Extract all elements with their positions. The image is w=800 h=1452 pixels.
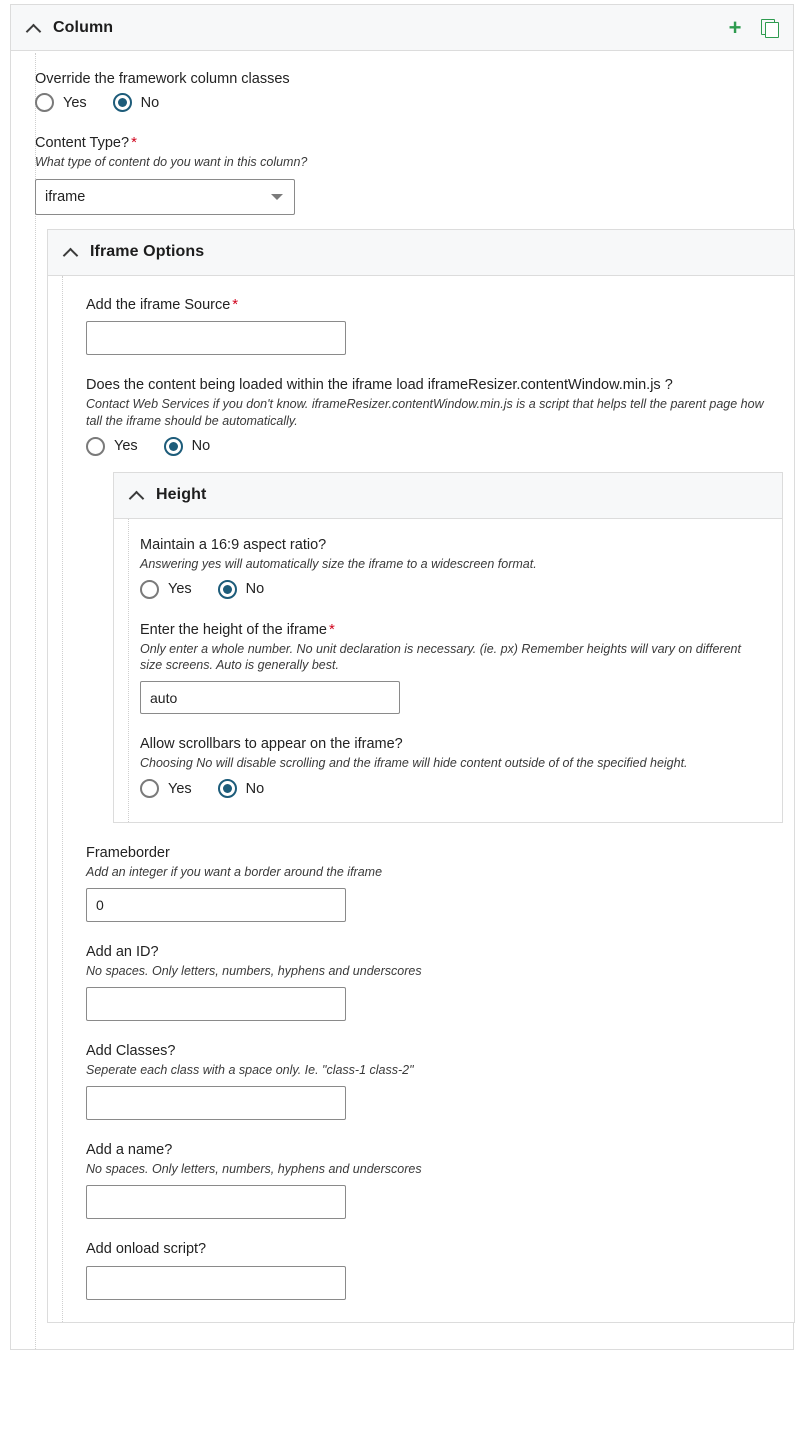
content-type-label xyxy=(35,134,769,151)
height-panel-body xyxy=(114,519,782,823)
id-label: Add an ID? xyxy=(86,944,159,960)
iframe-resizer-description: Contact Web Services if you don't know. iframeResizer.contentWindow.min.js is a script that helps tell the parent page how tall the iframe should be automatically. xyxy=(86,396,764,428)
id-field xyxy=(86,944,770,1021)
scrollbars-description: Choosing No will disable scrolling and the iframe will hide content outside of of the specified height. xyxy=(140,756,688,771)
override-framework-field xyxy=(35,71,769,112)
iframe-height-input[interactable] xyxy=(140,681,400,714)
aspect-ratio-option-yes[interactable] xyxy=(140,580,192,599)
aspect-ratio-field xyxy=(140,537,758,599)
column-panel-title: Column xyxy=(53,18,114,36)
column-panel-header[interactable] xyxy=(11,5,793,51)
name-label: Add a name? xyxy=(86,1141,173,1158)
height-guide-line xyxy=(128,519,129,823)
iframe-resizer-radio-group[interactable] xyxy=(86,437,770,456)
column-panel-actions xyxy=(725,14,779,40)
iframe-options-title: Iframe Options xyxy=(90,243,205,261)
override-framework-radio-group[interactable] xyxy=(35,93,769,112)
frameborder-description: Add an integer if you want a border around the iframe xyxy=(86,865,383,880)
radio-icon-selected[interactable] xyxy=(164,437,183,456)
chevron-up-icon[interactable] xyxy=(62,243,80,261)
iframe-source-label-text: Add the iframe Source xyxy=(86,296,231,313)
iframe-source-input[interactable] xyxy=(86,321,346,355)
name-input[interactable] xyxy=(86,1185,346,1219)
onload-label: Add onload script? xyxy=(86,1240,207,1257)
iframe-height-description: Only enter a whole number. No unit declaration is necessary. (ie. px) Remember heights will vary on different size screens. Auto is generally best. xyxy=(140,641,741,673)
required-marker: * xyxy=(131,134,137,151)
aspect-ratio-radio-group[interactable] xyxy=(140,580,758,599)
radio-icon[interactable] xyxy=(86,437,105,456)
chevron-up-icon[interactable] xyxy=(25,19,43,37)
radio-label: Yes xyxy=(168,780,192,797)
scrollbars-label: Allow scrollbars to appear on the iframe? xyxy=(140,736,403,753)
content-type-select[interactable] xyxy=(35,179,295,215)
iframe-resizer-field xyxy=(86,377,770,456)
content-type-field xyxy=(35,134,769,215)
radio-icon[interactable] xyxy=(140,580,159,599)
iframe-resizer-option-no[interactable] xyxy=(164,437,211,456)
radio-label: Yes xyxy=(168,581,192,597)
content-type-label-text: Content Type? xyxy=(35,135,130,151)
spacer xyxy=(86,823,770,845)
scrollbars-option-yes[interactable] xyxy=(140,779,192,798)
column-panel-body xyxy=(11,51,793,1349)
aspect-ratio-label: Maintain a 16:9 aspect ratio? xyxy=(140,536,327,553)
radio-icon-selected[interactable] xyxy=(113,93,132,112)
frameborder-input[interactable] xyxy=(86,888,346,922)
id-description: No spaces. Only letters, numbers, hyphens and underscores xyxy=(86,964,422,978)
iframe-resizer-label: Does the content being loaded within the iframe load iframeResizer.contentWindow.min.js ? xyxy=(86,376,673,393)
radio-label: No xyxy=(191,438,211,455)
iframe-resizer-option-yes[interactable] xyxy=(86,437,138,456)
classes-description: Seperate each class with a space only. Ie. "class-1 class-2" xyxy=(86,1062,414,1077)
aspect-ratio-option-no[interactable] xyxy=(218,580,265,599)
content-type-description: What type of content do you want in this column? xyxy=(35,155,308,169)
iframe-height-field xyxy=(140,621,758,715)
name-description: No spaces. Only letters, numbers, hyphens and underscores xyxy=(86,1161,422,1176)
onload-input[interactable] xyxy=(86,1266,346,1300)
copy-icon[interactable] xyxy=(761,19,779,37)
height-panel xyxy=(113,472,783,824)
override-framework-option-no[interactable] xyxy=(113,93,160,112)
scrollbars-field xyxy=(140,736,758,798)
plus-icon[interactable]: + xyxy=(728,14,742,40)
radio-label: No xyxy=(140,94,160,111)
radio-label: No xyxy=(245,780,265,797)
iframe-source-field xyxy=(86,296,770,355)
frameborder-label: Frameborder xyxy=(86,845,170,862)
required-marker: * xyxy=(232,295,239,313)
iframe-options-body xyxy=(48,276,794,1322)
classes-field xyxy=(86,1043,770,1120)
override-framework-label: Override the framework column classes xyxy=(35,71,290,87)
iframe-height-label-text: Enter the height of the iframe xyxy=(140,621,327,638)
chevron-up-icon[interactable] xyxy=(128,486,146,504)
radio-icon-selected[interactable] xyxy=(218,779,237,798)
radio-label: Yes xyxy=(114,438,138,455)
iframe-options-header[interactable] xyxy=(48,230,794,276)
radio-label: Yes xyxy=(63,94,87,111)
column-guide-line xyxy=(35,53,36,1349)
iframe-height-label xyxy=(140,621,758,638)
override-framework-option-yes[interactable] xyxy=(35,93,87,112)
classes-label: Add Classes? xyxy=(86,1042,176,1059)
required-marker: * xyxy=(329,620,335,638)
iframe-source-label xyxy=(86,296,770,313)
onload-field xyxy=(86,1241,770,1300)
iframe-guide-line xyxy=(62,276,63,1322)
radio-icon[interactable] xyxy=(140,779,159,798)
column-panel xyxy=(10,4,794,1350)
height-panel-title: Height xyxy=(156,486,207,504)
content-type-select-wrap xyxy=(35,179,295,215)
classes-input[interactable] xyxy=(86,1086,346,1120)
name-field xyxy=(86,1142,770,1219)
scrollbars-radio-group[interactable] xyxy=(140,779,758,798)
radio-icon-selected[interactable] xyxy=(218,580,237,599)
iframe-options-panel xyxy=(47,229,795,1323)
aspect-ratio-description: Answering yes will automatically size the iframe to a widescreen format. xyxy=(140,556,537,571)
radio-icon[interactable] xyxy=(35,93,54,112)
radio-label: No xyxy=(245,581,265,597)
scrollbars-option-no[interactable] xyxy=(218,779,265,798)
frameborder-field xyxy=(86,845,770,922)
height-panel-header[interactable] xyxy=(114,473,782,519)
id-input[interactable] xyxy=(86,987,346,1021)
